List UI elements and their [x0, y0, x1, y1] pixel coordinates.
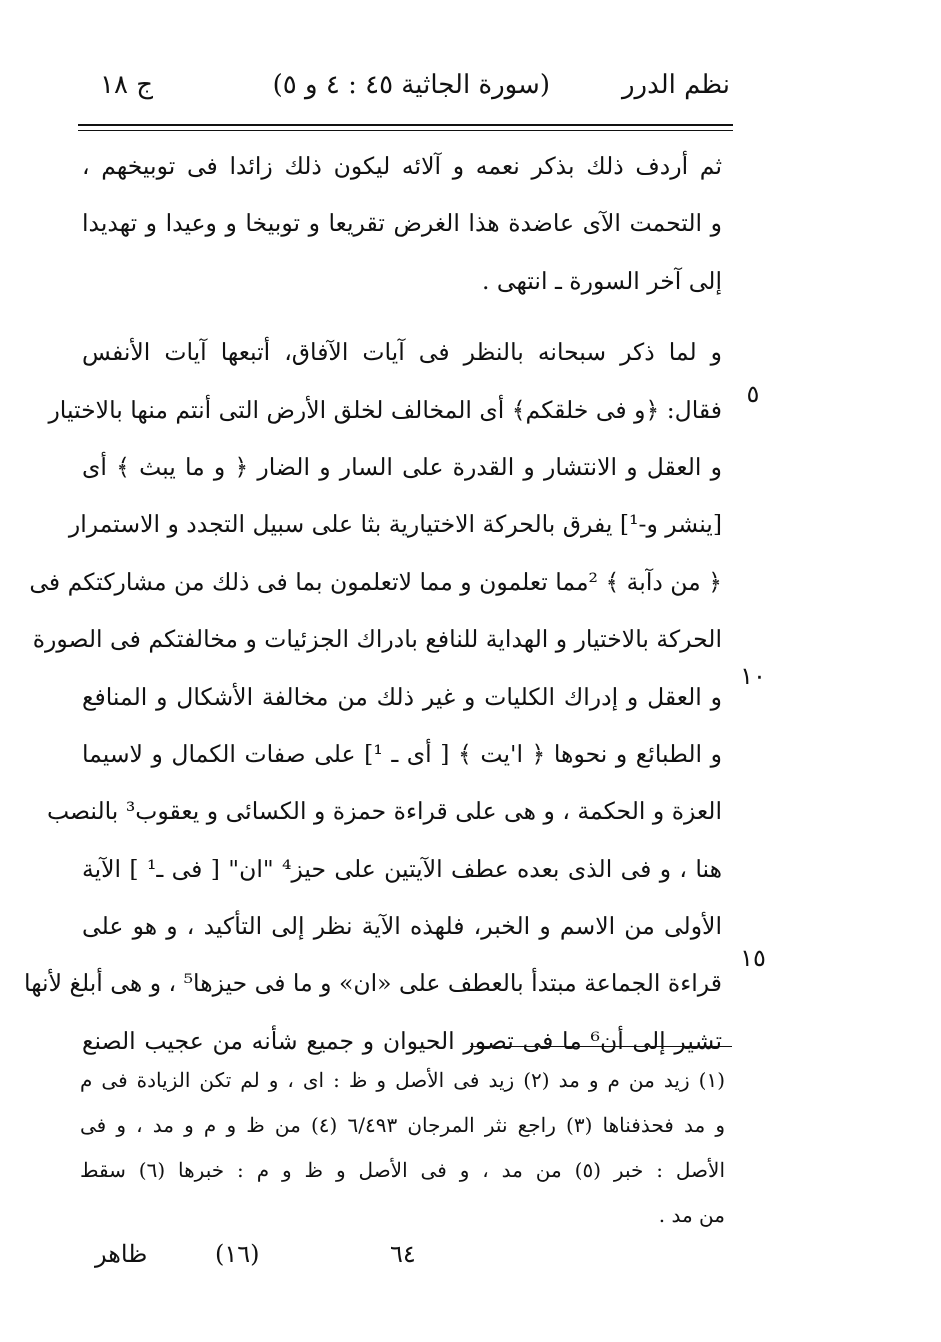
- text-line: الحركة بالاختيار و الهداية للنافع بادراك الجزئيات و مخالفتكم فى الصورة: [32, 625, 722, 654]
- text-line: قراءة الجماعة مبتدأ بالعطف على «ان» و ما فى حيزها⁵ ، و هى أبلغ لأنها: [24, 969, 722, 998]
- text-line: تشير إلى أن⁶ ما فى تصور الحيوان و جميع شأنه من عجيب الصنع: [82, 1026, 722, 1055]
- text-line: العزة و الحكمة ، و هى على قراءة حمزة و الكسائى و يعقوب³ بالنصب: [46, 797, 722, 826]
- footnote-line: (١) زيد من م و مد (٢) زيد فى الأصل و ظ : اى ، و لم تكن الزيادة فى م: [80, 1068, 725, 1092]
- text-line: [ينشر و-¹] يفرق بالحركة الاختيارية بثا على سبيل التجدد و الاستمرار: [68, 510, 722, 539]
- header-rule: [78, 124, 733, 126]
- text-line: و لما ذكر سبحانه بالنظر فى آيات الآفاق، أتبعها آيات الأنفس: [82, 338, 722, 367]
- text-line: ثم أردف ذلك بذكر نعمه و آلائه ليكون ذلك زائدا فى توبيخهم ،: [82, 152, 722, 180]
- text-line: إلى آخر السورة ـ انتهى .: [481, 266, 722, 295]
- line-number-15: ١٥: [740, 944, 766, 972]
- line-number-10: ١٠: [740, 662, 766, 690]
- volume-number: ج ١٨: [100, 70, 153, 100]
- text-line: فقال: ﴿و فى خلقكم﴾ أى المخالف لخلق الأرض التى أنتم منها بالاختيار: [48, 395, 722, 424]
- signature-mark: ظاهر: [95, 1240, 148, 1268]
- text-line: هنا ، و فى الذى بعده عطف الآيتين على حيز⁴ "ان" [ فى ـ¹ ] الآية: [82, 854, 722, 883]
- line-number-5: ٥: [746, 380, 760, 408]
- running-header: [80, 70, 730, 110]
- footnote-rule: [470, 1046, 732, 1047]
- text-line: ﴿ من دآبة ﴾ ²مما تعلمون و مما لاتعلمون بما فى ذلك من مشاركتكم فى: [29, 567, 722, 596]
- footnotes: [80, 1058, 725, 1238]
- header-rule-thin: [78, 130, 733, 131]
- text-line: و العقل و إدراك الكليات و غير ذلك من مخالفة الأشكال و المنافع: [82, 682, 722, 711]
- book-title: نظم الدرر: [621, 70, 730, 100]
- text-line: و التحمت الآى عاضدة هذا الغرض تقريعا و توبيخا و وعيدا و تهديدا: [82, 209, 722, 238]
- text-line: الأولى من الاسم و الخبر، فلهذه الآية نظر إلى التأكيد ، و هو على: [82, 912, 722, 941]
- text-line: و الطبائع و نحوها ﴿ ا'يت ﴾ [ أى ـ ¹] على صفات الكمال و لاسيما: [82, 739, 722, 768]
- main-text: [24, 138, 722, 1070]
- footnote-line: و مد فحذفناها (٣) راجع نثر المرجان ٦/٤٩٣ (٤) من ظ و م و مد ، و فى: [80, 1113, 725, 1137]
- text-line: و العقل و الانتشار و القدرة على السار و الضار ﴿ و ما يبث ﴾ أى: [82, 452, 722, 481]
- footnote-line: من مد .: [658, 1203, 725, 1227]
- page-number: ٦٤: [390, 1240, 416, 1268]
- fascicle-number: (١٦): [215, 1240, 260, 1268]
- surah-reference: (سورة الجاثية ٤٥ : ٤ و ٥): [272, 70, 550, 100]
- footnote-line: الأصل : خبر (٥) من مد ، و فى الأصل و ظ و م : خبرها (٦) سقط: [80, 1158, 725, 1182]
